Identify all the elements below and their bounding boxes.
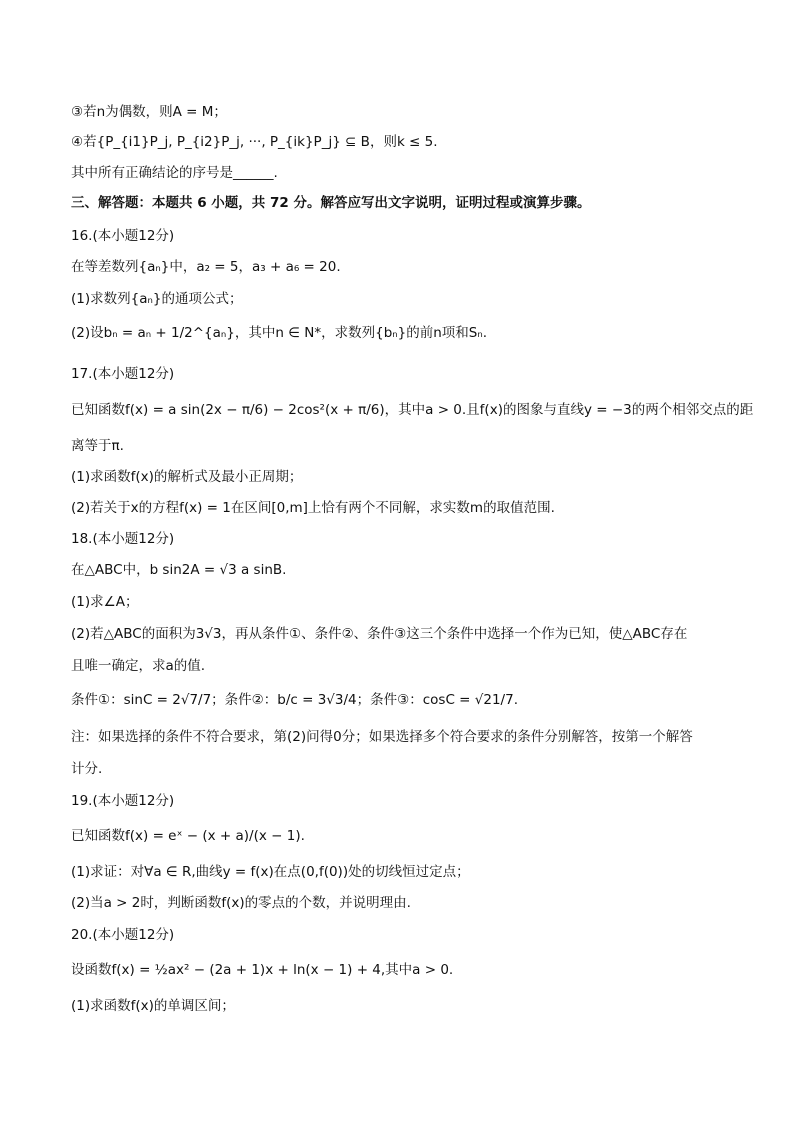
problem-18-part-1: (1)求∠A； — [71, 594, 139, 610]
problem-20-header: 20.(本小题12分) — [71, 927, 175, 943]
problem-17-stem-line-2: 离等于π. — [71, 438, 124, 454]
section-heading: 三、解答题：本题共 6 小题，共 72 分。解答应写出文字说明，证明过程或演算步骤。 — [71, 195, 591, 211]
problem-19-part-2: (2)当a > 2时，判断函数f(x)的零点的个数，并说明理由. — [71, 895, 411, 911]
problem-16-header: 16.(本小题12分) — [71, 228, 175, 244]
problem-18-note-line-2: 计分. — [71, 761, 103, 777]
problem-18-part-2-line-1: (2)若△ABC的面积为3√3，再从条件①、条件②、条件③这三个条件中选择一个作为已知，使△ABC存在 — [71, 626, 688, 642]
problem-18-header: 18.(本小题12分) — [71, 531, 175, 547]
problem-19-header: 19.(本小题12分) — [71, 793, 175, 809]
text-line-statement-4: ④若{P_{i1}P_j, P_{i2}P_j, ···, P_{ik}P_j} ⊆ B，则k ≤ 5. — [71, 134, 438, 150]
problem-17-header: 17.(本小题12分) — [71, 366, 175, 382]
problem-18-part-2-line-2: 且唯一确定，求a的值. — [71, 658, 206, 674]
problem-19-part-1: (1)求证：对∀a ∈ R,曲线y = f(x)在点(0,f(0))处的切线恒过定点； — [71, 864, 470, 880]
problem-18-note-line-1: 注：如果选择的条件不符合要求，第(2)问得0分；如果选择多个符合要求的条件分别解答，按第一个解答 — [71, 729, 693, 745]
problem-16-part-2: (2)设bₙ = aₙ + 1/2^{aₙ}，其中n ∈ N*，求数列{bₙ}的前n项和Sₙ. — [71, 325, 488, 341]
problem-17-part-2: (2)若关于x的方程f(x) = 1在区间[0,m]上恰有两个不同解，求实数m的取值范围. — [71, 500, 555, 516]
text-line-answer-prompt: 其中所有正确结论的序号是______. — [71, 165, 278, 181]
problem-17-part-1: (1)求函数f(x)的解析式及最小正周期； — [71, 469, 303, 485]
problem-18-stem: 在△ABC中，b sin2A = √3 a sinB. — [71, 562, 287, 578]
problem-19-stem: 已知函数f(x) = eˣ − (x + a)/(x − 1). — [71, 828, 305, 844]
problem-20-stem: 设函数f(x) = ½ax² − (2a + 1)x + ln(x − 1) + 4,其中a > 0. — [71, 962, 454, 978]
problem-16-part-1: (1)求数列{aₙ}的通项公式； — [71, 291, 243, 307]
problem-20-part-1: (1)求函数f(x)的单调区间； — [71, 998, 235, 1014]
problem-16-stem: 在等差数列{aₙ}中，a₂ = 5，a₃ + a₆ = 20. — [71, 259, 341, 275]
problem-18-conditions: 条件①：sinC = 2√7/7；条件②：b/c = 3√3/4；条件③：cosC = √21/7. — [71, 692, 518, 708]
problem-17-stem-line-1: 已知函数f(x) = a sin(2x − π/6) − 2cos²(x + π/6)，其中a > 0.且f(x)的图象与直线y = −3的两个相邻交点的距 — [71, 402, 754, 418]
text-line-statement-3: ③若n为偶数，则A = M； — [71, 104, 227, 120]
